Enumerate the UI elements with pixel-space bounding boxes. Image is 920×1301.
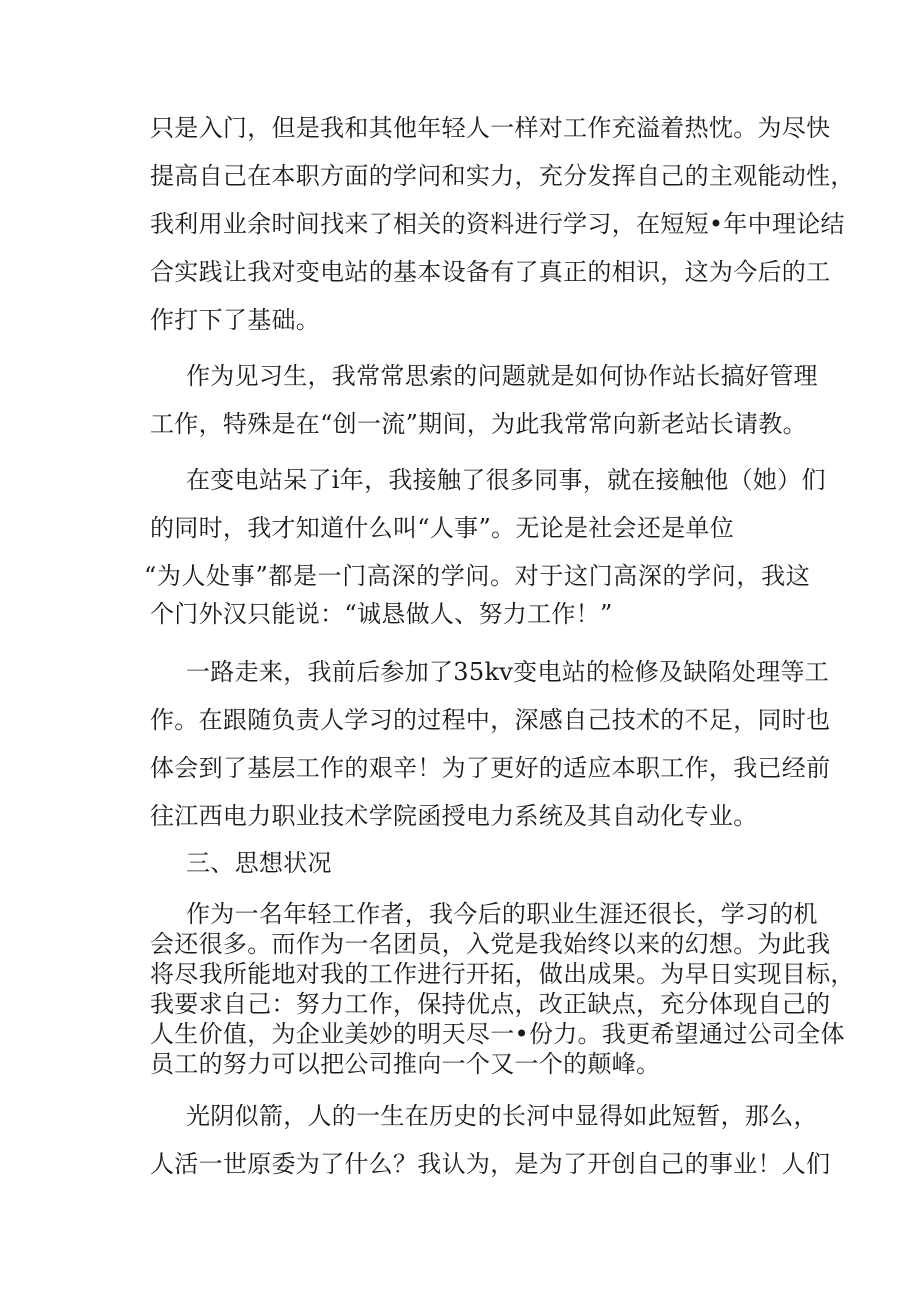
text-line: 作。在跟随负责人学习的过程中，深感自己技术的不足，同时也 — [150, 706, 831, 734]
text-line: 我利用业余时间找来了相关的资料进行学习，在短短•年中理论结 — [150, 210, 845, 238]
text-line: 作为一名年轻工作者，我今后的职业生涯还很长，学习的机 — [186, 900, 818, 928]
text-line: 光阴似箭，人的一生在历史的长河中显得如此短暂，那么， — [186, 1102, 818, 1130]
text-line: 只是入门，但是我和其他年轻人一样对工作充溢着热忱。为尽快 — [150, 114, 831, 142]
text-line: 人生价值，为企业美妙的明天尽一•份力。我更希望通过公司全体 — [150, 1020, 845, 1048]
text-line: 作为见习生，我常常思索的问题就是如何协作站长搞好管理 — [186, 362, 818, 390]
text-line: 往江西电力职业技术学院函授电力系统及其自动化专业。 — [150, 802, 758, 830]
text-line: 合实践让我对变电站的基本设备有了真正的相识，这为今后的工 — [150, 258, 831, 286]
text-line: 员工的努力可以把公司推向一个又一个的颠峰。 — [150, 1050, 661, 1078]
text-line: 体会到了基层工作的艰辛！为了更好的适应本职工作，我已经前 — [150, 754, 831, 782]
text-line: 提高自己在本职方面的学问和实力，充分发挥自己的主观能动性， — [150, 162, 855, 190]
text-line: 人活一世原委为了什么？我认为，是为了开创自己的事业！人们 — [150, 1150, 831, 1178]
text-line: 作打下了基础。 — [150, 306, 321, 334]
heading-text: 三、思想状况 — [186, 849, 332, 877]
text-line: 的同时，我才知道什么叫“人事”。无论是社会还是单位 — [150, 514, 735, 542]
text-line: “为人处事”都是一门高深的学问。对于这门高深的学问，我这 — [144, 562, 810, 590]
text-line: 会还很多。而作为一名团员，入党是我始终以来的幻想。为此我 — [150, 930, 831, 958]
text-line: 一路走来，我前后参加了35kv变电站的检修及缺陷处理等工 — [186, 658, 830, 686]
text-line: 将尽我所能地对我的工作进行开拓，做出成果。为早日实现目标， — [150, 960, 855, 988]
text-line: 我要求自己：努力工作，保持优点，改正缺点，充分体现自己的 — [150, 990, 831, 1018]
text-line: 个门外汉只能说：“诚恳做人、努力工作！” — [150, 600, 613, 628]
text-line: 工作，特殊是在“创一流”期间，为此我常常向新老站长请教。 — [150, 410, 807, 438]
text-line: 在变电站呆了i年，我接触了很多同事，就在接触他（她）们 — [186, 466, 826, 494]
